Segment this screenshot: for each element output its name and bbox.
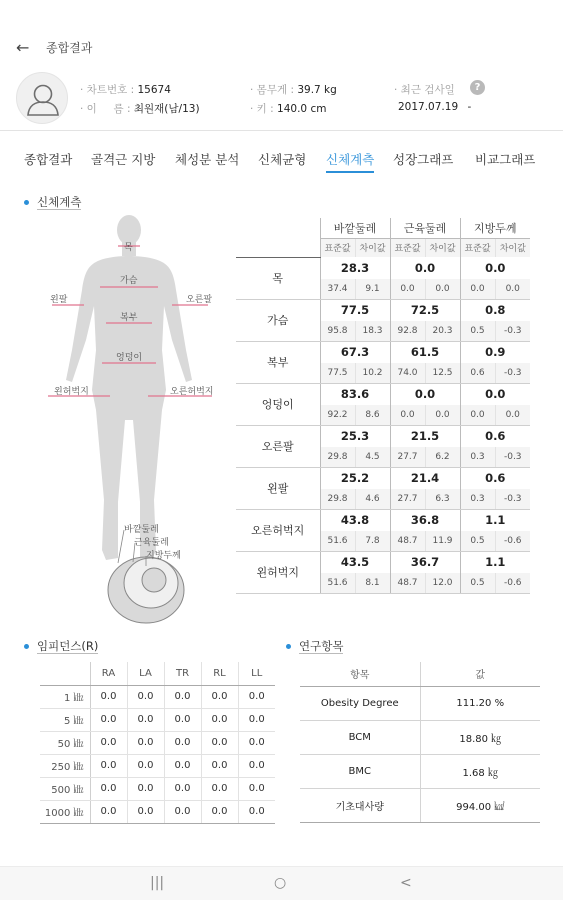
impedance-frequency: 250 ㎑ bbox=[40, 754, 90, 777]
measure-detail-value: 10.2 bbox=[355, 363, 390, 383]
measure-value: 83.6 bbox=[320, 383, 390, 405]
impedance-value: 0.0 bbox=[238, 731, 275, 754]
measure-value: 36.7 bbox=[390, 551, 460, 573]
research-value: 1.68 ㎏ bbox=[420, 754, 540, 788]
measure-detail-value: 4.5 bbox=[355, 447, 390, 467]
group-header-outer: 바깥둘레 bbox=[320, 218, 390, 238]
height bbox=[250, 101, 326, 116]
impedance-value: 0.0 bbox=[127, 800, 164, 823]
bullet-icon bbox=[24, 644, 29, 649]
tab-comparison-graph[interactable]: 비교그래프 bbox=[475, 152, 536, 167]
research-item: Obesity Degree bbox=[300, 686, 420, 720]
impedance-value: 0.0 bbox=[127, 754, 164, 777]
measure-detail-value: 0.0 bbox=[390, 279, 425, 299]
figure-label-muscle: 근육둘레 bbox=[134, 538, 169, 548]
impedance-value: 0.0 bbox=[90, 800, 127, 823]
measure-detail-value: 0.3 bbox=[460, 489, 495, 509]
measure-detail-value: 20.3 bbox=[425, 321, 460, 341]
measure-detail-value: -0.6 bbox=[495, 573, 530, 593]
research-row bbox=[300, 754, 540, 788]
tab-body-balance[interactable]: 신체균형 bbox=[258, 152, 307, 167]
research-table bbox=[300, 662, 540, 823]
tab-bar bbox=[0, 148, 563, 176]
measure-value: 0.0 bbox=[460, 383, 530, 405]
impedance-value: 0.0 bbox=[238, 685, 275, 708]
measure-value: 43.8 bbox=[320, 509, 390, 531]
measure-value: 25.2 bbox=[320, 467, 390, 489]
impedance-corner bbox=[40, 662, 90, 685]
measure-value: 0.6 bbox=[460, 467, 530, 489]
impedance-frequency: 500 ㎑ bbox=[40, 777, 90, 800]
sub-header: 차이값 bbox=[355, 238, 390, 257]
measure-detail-value: 95.8 bbox=[320, 321, 355, 341]
measure-detail-value: 0.6 bbox=[460, 363, 495, 383]
research-section-label: 연구항목 bbox=[299, 639, 344, 653]
measure-value: 0.8 bbox=[460, 299, 530, 321]
chart-number bbox=[80, 82, 171, 97]
impedance-value: 0.0 bbox=[164, 800, 201, 823]
figure-label-right-arm: 오른팔 bbox=[186, 295, 213, 305]
measure-value: 36.8 bbox=[390, 509, 460, 531]
last-test-value: 2017.07.19 bbox=[398, 101, 459, 113]
research-section-title bbox=[286, 638, 343, 654]
chart-number-label: · 차트번호 : bbox=[80, 84, 135, 96]
measure-detail-value: 27.7 bbox=[390, 447, 425, 467]
group-header-muscle: 근육둘레 bbox=[390, 218, 460, 238]
measure-value: 0.0 bbox=[390, 257, 460, 279]
measure-detail-value: 0.0 bbox=[390, 405, 425, 425]
impedance-value: 0.0 bbox=[90, 708, 127, 731]
last-test-suffix: - bbox=[467, 101, 472, 113]
last-test-date[interactable] bbox=[398, 101, 471, 113]
measure-row-label: 복부 bbox=[236, 341, 320, 383]
measure-row-label: 오른허벅지 bbox=[236, 509, 320, 551]
measure-detail-value: 18.3 bbox=[355, 321, 390, 341]
impedance-value: 0.0 bbox=[90, 754, 127, 777]
system-nav-bar bbox=[0, 866, 563, 900]
measure-detail-value: 12.0 bbox=[425, 573, 460, 593]
impedance-col-header: LA bbox=[127, 662, 164, 685]
impedance-frequency: 50 ㎑ bbox=[40, 731, 90, 754]
measure-detail-value: 92.2 bbox=[320, 405, 355, 425]
research-value: 111.20 % bbox=[420, 686, 540, 720]
impedance-row bbox=[40, 731, 275, 754]
recent-apps-icon[interactable]: ||| bbox=[150, 875, 165, 891]
impedance-value: 0.0 bbox=[164, 685, 201, 708]
measure-detail-value: 0.5 bbox=[460, 573, 495, 593]
measure-detail-value: 0.0 bbox=[495, 279, 530, 299]
measure-detail-value: 29.8 bbox=[320, 489, 355, 509]
weight bbox=[250, 82, 337, 97]
impedance-col-header: RA bbox=[90, 662, 127, 685]
patient-name bbox=[80, 101, 200, 116]
measure-section-label: 신체계측 bbox=[37, 195, 82, 209]
sub-header: 표준값 bbox=[390, 238, 425, 257]
figure-label-fat: 지방두께 bbox=[146, 551, 181, 561]
measure-value: 72.5 bbox=[390, 299, 460, 321]
research-table-body bbox=[300, 686, 540, 822]
measure-value: 1.1 bbox=[460, 551, 530, 573]
impedance-value: 0.0 bbox=[238, 800, 275, 823]
bullet-icon bbox=[24, 200, 29, 205]
impedance-value: 0.0 bbox=[238, 708, 275, 731]
measure-row-label: 목 bbox=[236, 257, 320, 299]
sub-header: 표준값 bbox=[460, 238, 495, 257]
measure-detail-value: 6.2 bbox=[425, 447, 460, 467]
measure-detail-value: 8.1 bbox=[355, 573, 390, 593]
impedance-value: 0.0 bbox=[164, 731, 201, 754]
impedance-value: 0.0 bbox=[127, 777, 164, 800]
bullet-icon bbox=[286, 644, 291, 649]
figure-label-left-arm: 왼팔 bbox=[50, 295, 68, 305]
measure-detail-value: 4.6 bbox=[355, 489, 390, 509]
height-value: 140.0 cm bbox=[277, 103, 327, 115]
measure-value: 28.3 bbox=[320, 257, 390, 279]
impedance-value: 0.0 bbox=[201, 731, 238, 754]
last-test-label: · 최근 검사일 bbox=[394, 84, 455, 96]
measurement-table bbox=[236, 218, 530, 594]
measure-detail-value: 8.6 bbox=[355, 405, 390, 425]
measure-value: 0.0 bbox=[390, 383, 460, 405]
measure-row-label: 엉덩이 bbox=[236, 383, 320, 425]
impedance-frequency: 1 ㎑ bbox=[40, 685, 90, 708]
measure-detail-value: -0.6 bbox=[495, 531, 530, 551]
research-row bbox=[300, 720, 540, 754]
measure-value: 1.1 bbox=[460, 509, 530, 531]
measure-detail-value: 0.5 bbox=[460, 321, 495, 341]
tab-body-measurement[interactable]: 신체계측 bbox=[326, 150, 374, 173]
tab-growth-graph[interactable]: 성장그래프 bbox=[393, 152, 454, 167]
impedance-value: 0.0 bbox=[127, 708, 164, 731]
sub-header: 차이값 bbox=[425, 238, 460, 257]
measure-value: 21.5 bbox=[390, 425, 460, 447]
impedance-value: 0.0 bbox=[164, 754, 201, 777]
measure-detail-value: 27.7 bbox=[390, 489, 425, 509]
measure-value: 43.5 bbox=[320, 551, 390, 573]
group-header-fat: 지방두께 bbox=[460, 218, 530, 238]
sub-header: 차이값 bbox=[495, 238, 530, 257]
height-label: · 키 : bbox=[250, 103, 274, 115]
research-item: 기초대사량 bbox=[300, 788, 420, 822]
impedance-row bbox=[40, 754, 275, 777]
tab-muscle-fat[interactable]: 골격근 지방 bbox=[91, 152, 156, 167]
impedance-table bbox=[40, 662, 275, 824]
arrow-left-icon[interactable]: ← bbox=[16, 38, 30, 57]
impedance-value: 0.0 bbox=[201, 708, 238, 731]
measure-value: 21.4 bbox=[390, 467, 460, 489]
measure-detail-value: 0.0 bbox=[460, 405, 495, 425]
measure-detail-value: 37.4 bbox=[320, 279, 355, 299]
impedance-value: 0.0 bbox=[164, 708, 201, 731]
impedance-col-header: RL bbox=[201, 662, 238, 685]
research-header-item: 항목 bbox=[300, 662, 420, 686]
figure-label-chest: 가슴 bbox=[120, 276, 138, 286]
impedance-value: 0.0 bbox=[201, 685, 238, 708]
body-figure bbox=[40, 210, 230, 625]
measure-detail-value: 12.5 bbox=[425, 363, 460, 383]
measure-value: 0.9 bbox=[460, 341, 530, 363]
measure-detail-value: 0.0 bbox=[425, 279, 460, 299]
header-divider bbox=[0, 130, 563, 131]
page-title: 종합결과 bbox=[46, 41, 93, 55]
research-item: BMC bbox=[300, 754, 420, 788]
back-icon[interactable]: < bbox=[400, 875, 412, 891]
measure-value: 61.5 bbox=[390, 341, 460, 363]
impedance-value: 0.0 bbox=[127, 731, 164, 754]
measure-value: 77.5 bbox=[320, 299, 390, 321]
measure-detail-value: 48.7 bbox=[390, 573, 425, 593]
measure-detail-value: -0.3 bbox=[495, 321, 530, 341]
measure-value: 0.6 bbox=[460, 425, 530, 447]
chart-number-value: 15674 bbox=[137, 84, 171, 96]
impedance-value: 0.0 bbox=[201, 800, 238, 823]
figure-label-hip: 엉덩이 bbox=[116, 353, 143, 363]
research-header-value: 값 bbox=[420, 662, 540, 686]
user-icon bbox=[17, 73, 68, 124]
impedance-row bbox=[40, 708, 275, 731]
sub-header: 표준값 bbox=[320, 238, 355, 257]
measure-row-label: 왼팔 bbox=[236, 467, 320, 509]
measure-detail-value: 11.9 bbox=[425, 531, 460, 551]
measure-detail-value: 7.8 bbox=[355, 531, 390, 551]
measure-detail-value: 9.1 bbox=[355, 279, 390, 299]
impedance-value: 0.0 bbox=[164, 777, 201, 800]
impedance-value: 0.0 bbox=[201, 777, 238, 800]
impedance-value: 0.0 bbox=[90, 685, 127, 708]
impedance-frequency: 1000 ㎑ bbox=[40, 800, 90, 823]
measure-detail-value: 6.3 bbox=[425, 489, 460, 509]
weight-value: 39.7 kg bbox=[297, 84, 337, 96]
weight-label: · 몸무게 : bbox=[250, 84, 294, 96]
tab-body-composition[interactable]: 체성분 분석 bbox=[175, 152, 240, 167]
measure-detail-value: 77.5 bbox=[320, 363, 355, 383]
impedance-value: 0.0 bbox=[238, 754, 275, 777]
patient-name-value: 최원재(남/13) bbox=[133, 103, 200, 115]
measure-value: 0.0 bbox=[460, 257, 530, 279]
measure-detail-value: 0.0 bbox=[425, 405, 460, 425]
figure-label-right-thigh: 오른허벅지 bbox=[170, 387, 214, 397]
table-corner-sub bbox=[236, 238, 320, 257]
measure-detail-value: 51.6 bbox=[320, 573, 355, 593]
measure-detail-value: 92.8 bbox=[390, 321, 425, 341]
impedance-value: 0.0 bbox=[201, 754, 238, 777]
measure-detail-value: 29.8 bbox=[320, 447, 355, 467]
measure-value: 67.3 bbox=[320, 341, 390, 363]
figure-label-neck: 목 bbox=[124, 243, 133, 253]
measure-section-title bbox=[24, 194, 81, 210]
impedance-col-header: LL bbox=[238, 662, 275, 685]
figure-label-left-thigh: 왼허벅지 bbox=[54, 387, 89, 397]
last-test-label-wrap bbox=[394, 82, 455, 97]
measure-detail-value: 0.3 bbox=[460, 447, 495, 467]
impedance-row bbox=[40, 800, 275, 823]
measure-detail-value: 48.7 bbox=[390, 531, 425, 551]
figure-label-outer: 바깥둘레 bbox=[124, 525, 159, 535]
measure-detail-value: -0.3 bbox=[495, 363, 530, 383]
research-value: 994.00 ㎉ bbox=[420, 788, 540, 822]
impedance-value: 0.0 bbox=[90, 731, 127, 754]
impedance-row bbox=[40, 777, 275, 800]
impedance-frequency: 5 ㎑ bbox=[40, 708, 90, 731]
impedance-value: 0.0 bbox=[127, 685, 164, 708]
patient-name-label: · 이 름 : bbox=[80, 103, 131, 115]
measure-value: 25.3 bbox=[320, 425, 390, 447]
research-value: 18.80 ㎏ bbox=[420, 720, 540, 754]
measure-detail-value: 0.0 bbox=[495, 405, 530, 425]
measure-detail-value: 0.0 bbox=[460, 279, 495, 299]
measure-detail-value: 74.0 bbox=[390, 363, 425, 383]
impedance-value: 0.0 bbox=[238, 777, 275, 800]
table-corner bbox=[236, 218, 320, 238]
measure-detail-value: 51.6 bbox=[320, 531, 355, 551]
tab-summary[interactable]: 종합결과 bbox=[24, 152, 73, 167]
impedance-row bbox=[40, 685, 275, 708]
measure-row-label: 가슴 bbox=[236, 299, 320, 341]
measure-detail-value: -0.3 bbox=[495, 447, 530, 467]
top-bar bbox=[0, 0, 563, 62]
home-icon[interactable]: ○ bbox=[274, 875, 287, 891]
impedance-section-title bbox=[24, 638, 98, 654]
measure-detail-value: 0.5 bbox=[460, 531, 495, 551]
avatar bbox=[16, 72, 68, 124]
impedance-section-label: 임피던스(R) bbox=[37, 639, 99, 653]
figure-label-abdomen: 복부 bbox=[120, 313, 138, 323]
measurement-table-body bbox=[236, 257, 530, 593]
impedance-col-header: TR bbox=[164, 662, 201, 685]
measure-row-label: 왼허벅지 bbox=[236, 551, 320, 593]
help-icon[interactable]: ? bbox=[470, 80, 485, 95]
research-row bbox=[300, 788, 540, 822]
impedance-table-body bbox=[40, 685, 275, 823]
research-row bbox=[300, 686, 540, 720]
impedance-value: 0.0 bbox=[90, 777, 127, 800]
measure-row-label: 오른팔 bbox=[236, 425, 320, 467]
research-item: BCM bbox=[300, 720, 420, 754]
measure-detail-value: -0.3 bbox=[495, 489, 530, 509]
